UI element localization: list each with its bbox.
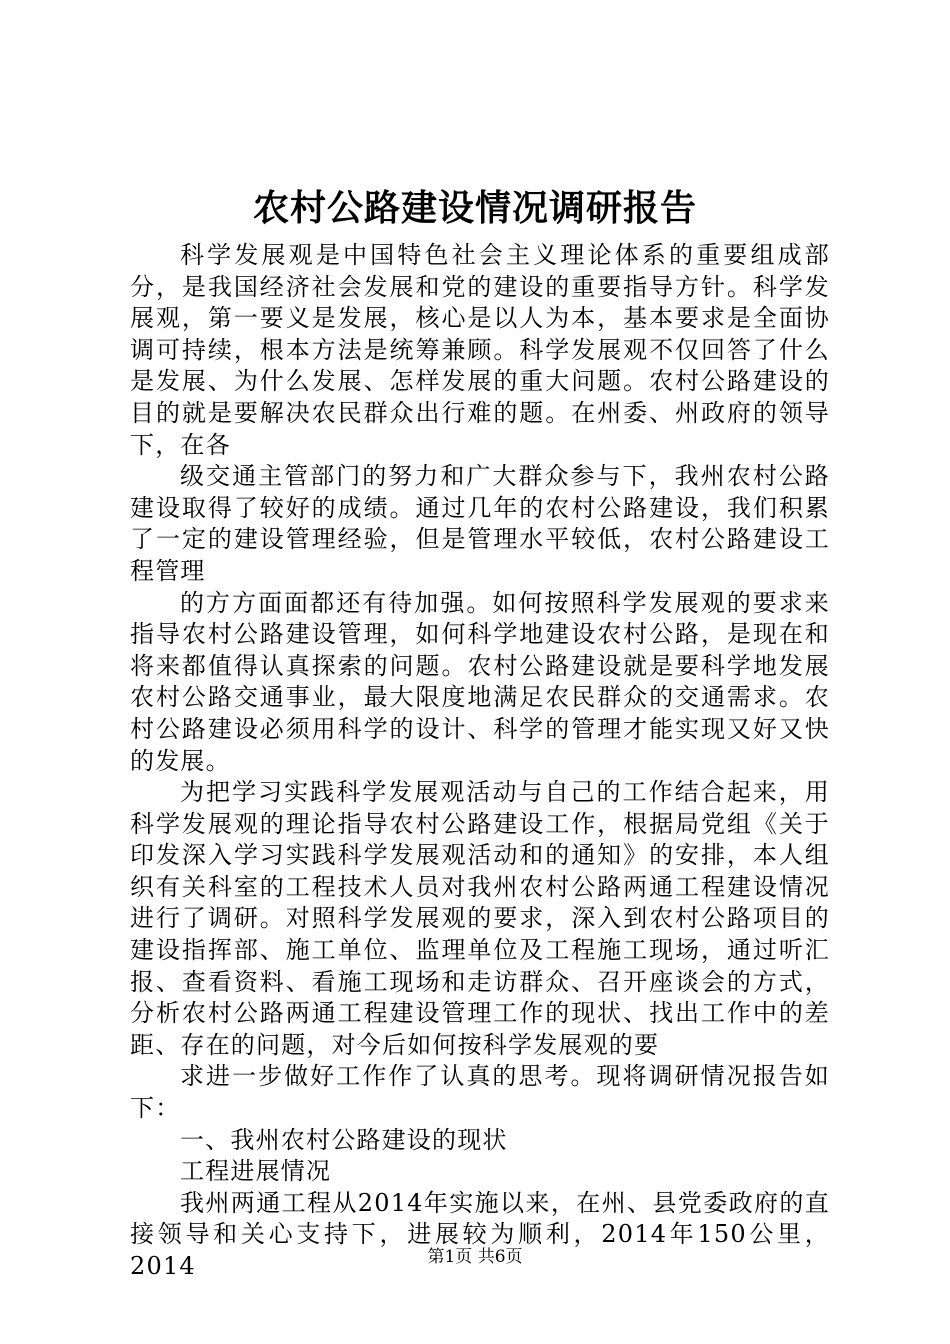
paragraph: 为把学习实践科学发展观活动与自己的工作结合起来，用科学发展观的理论指导农村公路建设工作，根据局党组《关于印发深入学习实践科学发展观活动和的通知》的安排，本人组织有关科室的工程技术人员对我州农村公路两通工程建设情况进行了调研。对照科学发展观的要求，深入到农村公路项目的建设指挥部、施工单位、监理单位及工程施工现场，通过听汇报、查看资料、看施工现场和走访群众、召开座谈会的方式，分析农村公路两通工程建设管理工作的现状、找出工作中的差距、存在的问题，对今后如何按科学发展观的要: [130, 778, 830, 1059]
document-title: 农村公路建设情况调研报告: [252, 187, 697, 229]
page-number-footer: 第1页 共6页: [427, 1247, 523, 1267]
document-body: [130, 240, 830, 1283]
subsection-heading: 工程进展情况: [180, 1157, 332, 1186]
paragraph: 级交通主管部门的努力和广大群众参与下，我州农村公路建设取得了较好的成绩。通过几年的农村公路建设，我们积累了一定的建设管理经验，但是管理水平较低，农村公路建设工程管理: [130, 462, 830, 585]
paragraph: 求进一步做好工作作了认真的思考。现将调研情况报告如下：: [130, 1062, 830, 1123]
paragraph: 科学发展观是中国特色社会主义理论体系的重要组成部分，是我国经济社会发展和党的建设的重要指导方针。科学发展观，第一要义是发展，核心是以人为本，基本要求是全面协调可持续，根本方法是统筹兼顾。科学发展观不仅回答了什么是发展、为什么发展、怎样发展的重大问题。农村公路建设的目的就是要解决农民群众出行难的题。在州委、州政府的领导下，在各: [130, 241, 830, 459]
paragraph: 我州两通工程从2014年实施以来，在州、县党委政府的直接领导和关心支持下，进展较为顺利，2014年150公里，2014: [130, 1188, 830, 1280]
paragraph: 的方方面面都还有待加强。如何按照科学发展观的要求来指导农村公路建设管理，如何科学地建设农村公路，是现在和将来都值得认真探索的问题。农村公路建设就是要科学地发展农村公路交通事业，最大限度地满足农民群众的交通需求。农村公路建设必须用科学的设计、科学的管理才能实现又好又快的发展。: [130, 588, 830, 775]
section-heading: 一、我州农村公路建设的现状: [180, 1125, 508, 1154]
